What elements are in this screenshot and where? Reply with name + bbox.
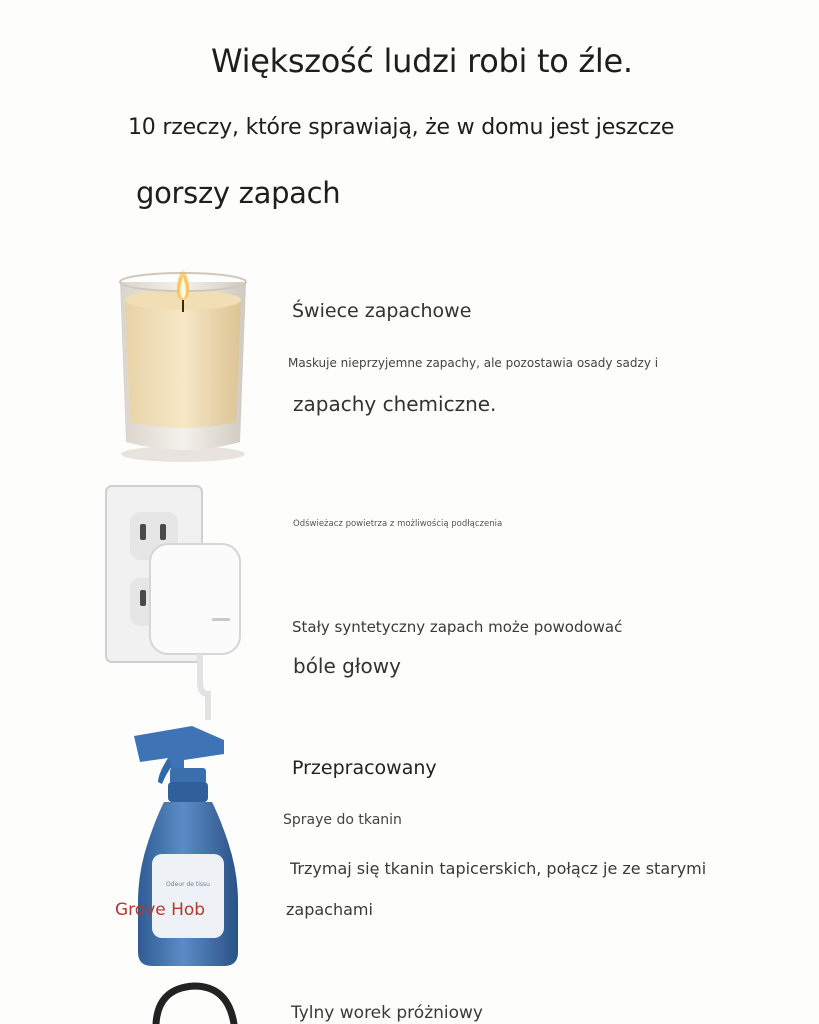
spray-bottle-icon (128, 722, 248, 970)
page-title: Większość ludzi robi to źle. (211, 42, 633, 80)
page-subtitle-line2: gorszy zapach (136, 176, 341, 210)
item-1-heading: Świece zapachowe (292, 300, 472, 322)
item-1-desc-line1: Maskuje nieprzyjemne zapachy, ale pozostawia osady sadzy i (288, 356, 659, 370)
item-2-desc-line1: Stały syntetyczny zapach może powodować (292, 618, 623, 636)
watermark: Grove Hob (115, 900, 206, 920)
page-subtitle-line1: 10 rzeczy, które sprawiają, że w domu jest jeszcze (128, 115, 675, 140)
vacuum-hose-icon (148, 980, 248, 1024)
item-1-desc-line2: zapachy chemiczne. (293, 392, 497, 416)
item-3-subheading: Spraye do tkanin (283, 812, 402, 828)
bottle-label: Odeur de tissu (166, 881, 210, 888)
item-3-desc-line1: Trzymaj się tkanin tapicerskich, połącz je ze starymi (290, 859, 707, 878)
item-3-desc-line2: zapachami (286, 900, 373, 919)
item-3-heading: Przepracowany (292, 757, 437, 779)
item-2-heading: Odświeżacz powietrza z możliwością podłączenia (293, 519, 503, 529)
item-4-heading: Tylny worek próżniowy (291, 1003, 483, 1023)
item-2-desc-line2: bóle głowy (293, 654, 401, 678)
plug-in-freshener-icon (100, 482, 245, 720)
candle-icon (112, 252, 254, 464)
